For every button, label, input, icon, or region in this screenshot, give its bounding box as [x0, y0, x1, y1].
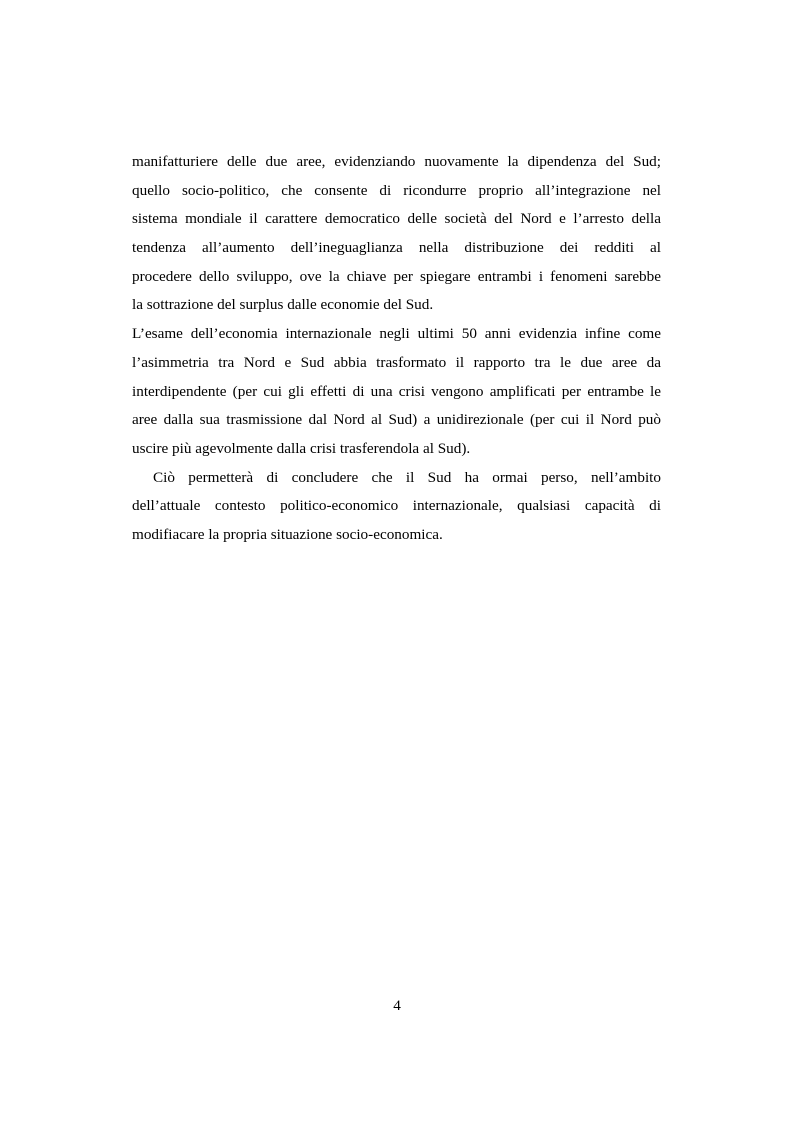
text-line: sistema mondiale il carattere democratico delle società del Nord e l’arresto della	[132, 210, 661, 228]
text-line: la sottrazione del surplus dalle economie del Sud.	[132, 296, 434, 314]
text-line: manifatturiere delle due aree, evidenziando nuovamente la dipendenza del Sud;	[132, 153, 661, 170]
text-line: procedere dello sviluppo, ove la chiave per spiegare entrambi i fenomeni sarebbe	[132, 267, 661, 285]
text-line: tendenza all’aumento dell’ineguaglianza nella distribuzione dei redditi al	[132, 239, 661, 257]
text-line: uscire più agevolmente dalla crisi trasferendola al Sud).	[132, 439, 471, 457]
text-line: interdipendente (per cui gli effetti di una crisi vengono amplificati per entrambe le	[132, 382, 661, 400]
text-line: L’esame dell’economia internazionale negli ultimi 50 anni evidenzia infine come	[132, 325, 661, 343]
text-line: aree dalla sua trasmissione dal Nord al Sud) a unidirezionale (per cui il Nord può	[132, 411, 661, 429]
text-line: dell’attuale contesto politico-economico internazionale, qualsiasi capacità di	[132, 497, 661, 515]
text-line: quello socio-politico, che consente di ricondurre proprio all’integrazione nel	[132, 181, 661, 199]
page-number: 4	[393, 997, 401, 1014]
body-text	[132, 148, 661, 550]
text-line: l’asimmetria tra Nord e Sud abbia trasformato il rapporto tra le due aree da	[132, 353, 661, 371]
text-line: Ciò permetterà di concludere che il Sud ha ormai perso, nell’ambito	[153, 468, 661, 486]
text-line: modifiacare la propria situazione socio-economica.	[132, 525, 443, 543]
